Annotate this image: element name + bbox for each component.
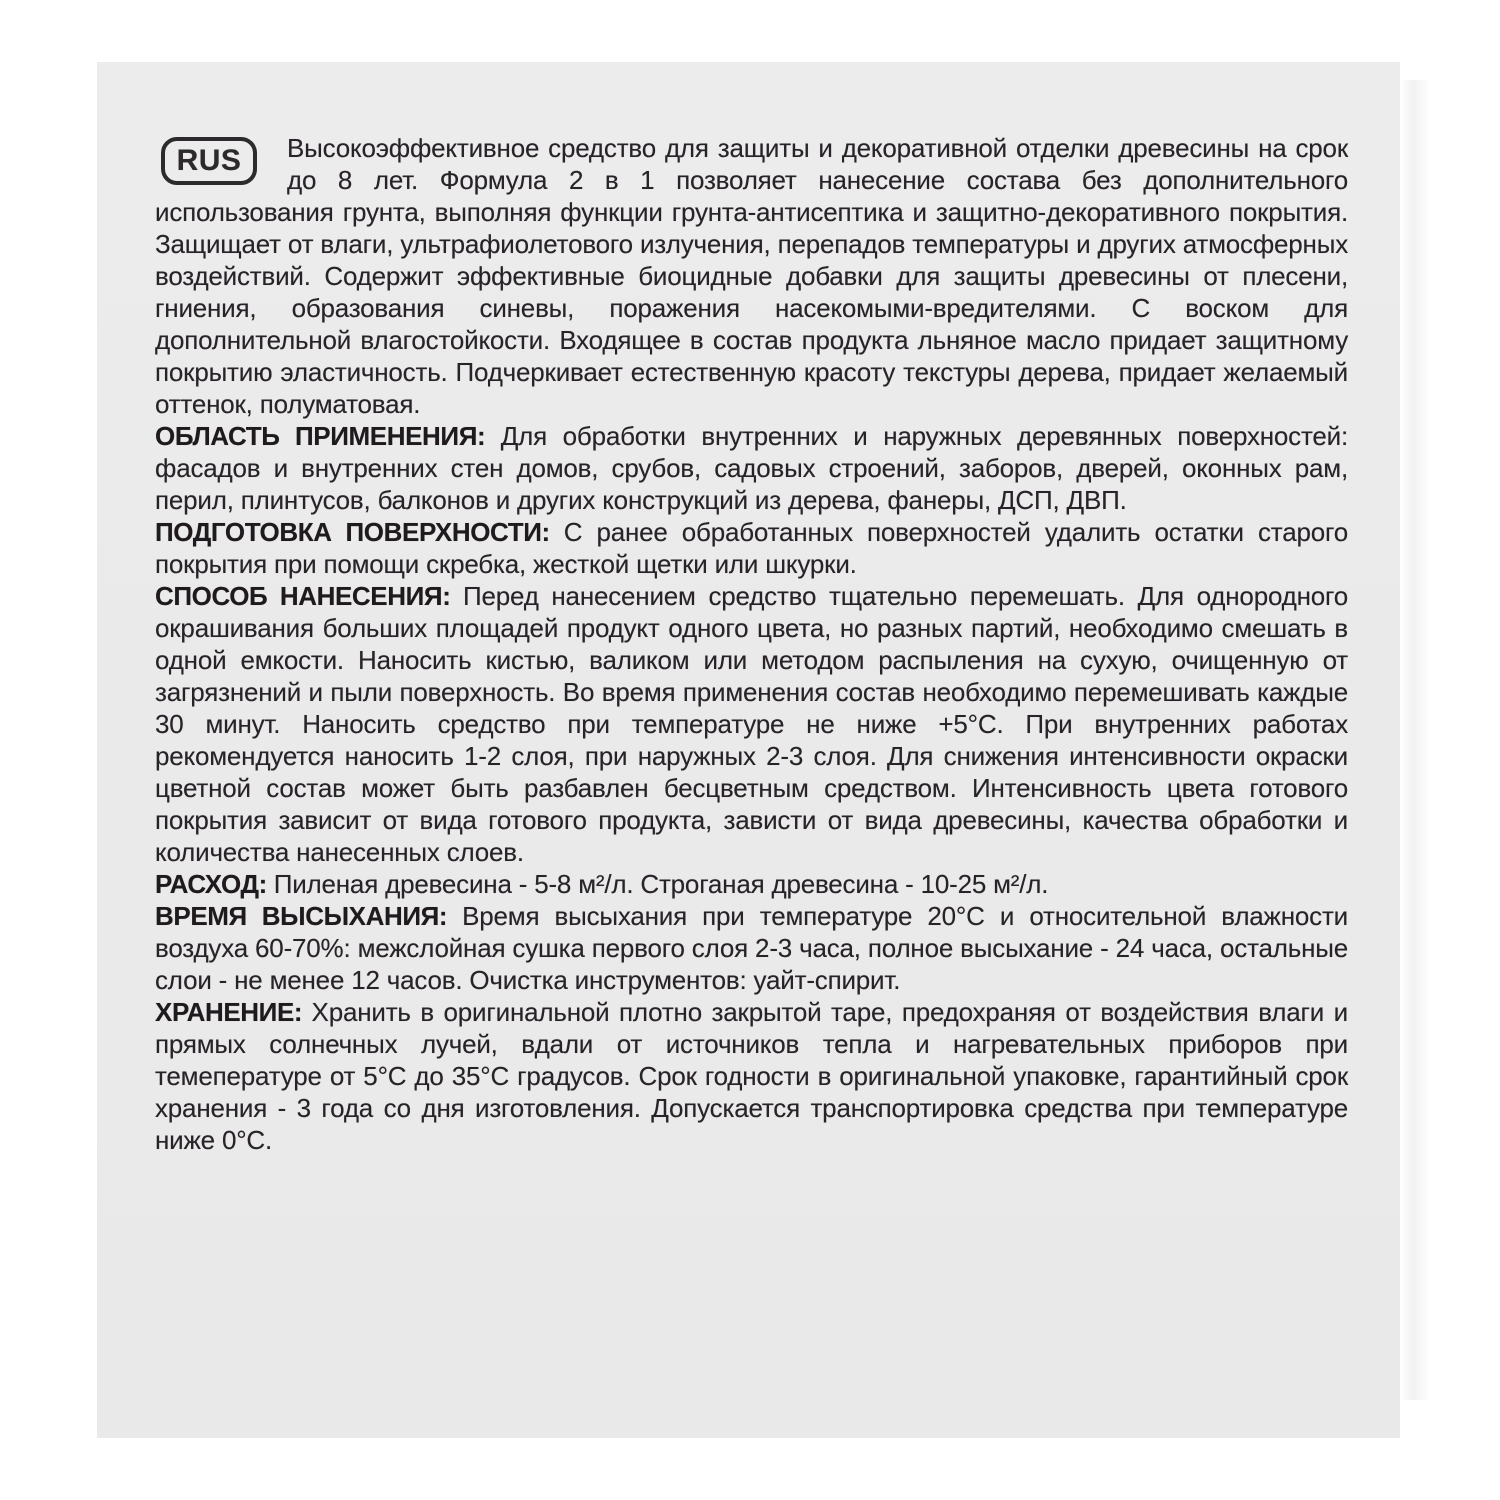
section-application-method [155,580,1348,868]
bottle-edge-shadow [1400,80,1430,1400]
section-area-of-application [155,420,1348,516]
section-body: Перед нанесением средство тщательно перемешать. Для однородного окрашивания больших площадей продукт одного цвета, но разных партий, необходимо смешать в одной емкости. Наносить кистью, валиком или методом распыления на сухую, очищенную от загрязнений и пыли поверхность. Во время применения состав необходимо перемешивать каждые 30 минут. Наносить средство при температуре не ниже +5°С. При внутренних работах рекомендуется наносить 1-2 слоя, при наружных 2-3 слоя. Для снижения интенсивности окраски цветной состав может быть разбавлен бесцветным средством. Интенсивность цвета готового покрытия зависит от вида готового продукта, зависти от вида древесины, качества обработки и количества нанесенных слоев. [155,581,1348,867]
section-heading: ВРЕМЯ ВЫСЫХАНИЯ: [155,901,463,931]
section-drying-time [155,900,1348,996]
section-heading: ОБЛАСТЬ ПРИМЕНЕНИЯ: [155,421,501,451]
section-heading: ПОДГОТОВКА ПОВЕРХНОСТИ: [155,517,564,547]
section-heading: РАСХОД: [155,869,274,899]
section-body: Время высыхания при температуре 20°С и относительной влажности воздуха 60-70%: межслойная сушка первого слоя 2-3 часа, полное высыхание - 24 часа, остальные слои - не менее 12 часов. Очистка инструментов: уайт-спирит. [155,901,1348,995]
section-body: С ранее обработанных поверхностей удалить остатки старого покрытия при помощи скребка, жесткой щетки или шкурки. [155,517,1348,579]
section-surface-preparation [155,516,1348,580]
section-body: Хранить в оригинальной плотно закрытой таре, предохраняя от воздействия влаги и прямых солнечных лучей, вдали от источников тепла и нагревательных приборов при темепературе от 5°С до 35°С градусов. Срок годности в оригинальной упаковке, гарантийный срок хранения - 3 года со дня изготовления. Допускается транспортировка средства при температуре ниже 0°С. [155,997,1349,1155]
label-text-block [155,132,1348,1156]
section-heading: СПОСОБ НАНЕСЕНИЯ: [155,581,463,611]
section-heading: ХРАНЕНИЕ: [155,997,312,1027]
rus-badge-label: RUS [176,144,242,177]
rus-language-badge [161,137,257,185]
intro-text: Высокоэффективное средство для защиты и декоративной отделки древесины на срок до 8 лет. Формула 2 в 1 позволяет нанесение состава без дополнительного использования грунта, выполняя функции грунта-антисептика и защитно-декоративного покрытия. Защищает от влаги, ультрафиолетового излучения, перепадов температуры и других атмосферных воздействий. Содержит эффективные биоцидные добавки для защиты древесины от плесени, гниения, образования синевы, поражения насекомыми-вредителями. С воском для дополнительной влагостойкости. Входящее в состав продукта льняное масло придает защитному покрытию эластичность. Подчеркивает естественную красоту текстуры дерева, придает желаемый оттенок, полуматовая. [155,133,1348,419]
section-consumption [155,868,1348,900]
section-storage [155,996,1348,1156]
section-body: Пиленая древесина - 5-8 м²/л. Строганая древесина - 10-25 м²/л. [273,869,1049,899]
label-panel [97,62,1400,1438]
section-body: Для обработки внутренних и наружных деревянных поверхностей: фасадов и внутренних стен домов, срубов, садовых строений, заборов, дверей, оконных рам, перил, плинтусов, балконов и других конструкций из дерева, фанеры, ДСП, ДВП. [155,421,1348,515]
intro-paragraph [155,132,1348,420]
